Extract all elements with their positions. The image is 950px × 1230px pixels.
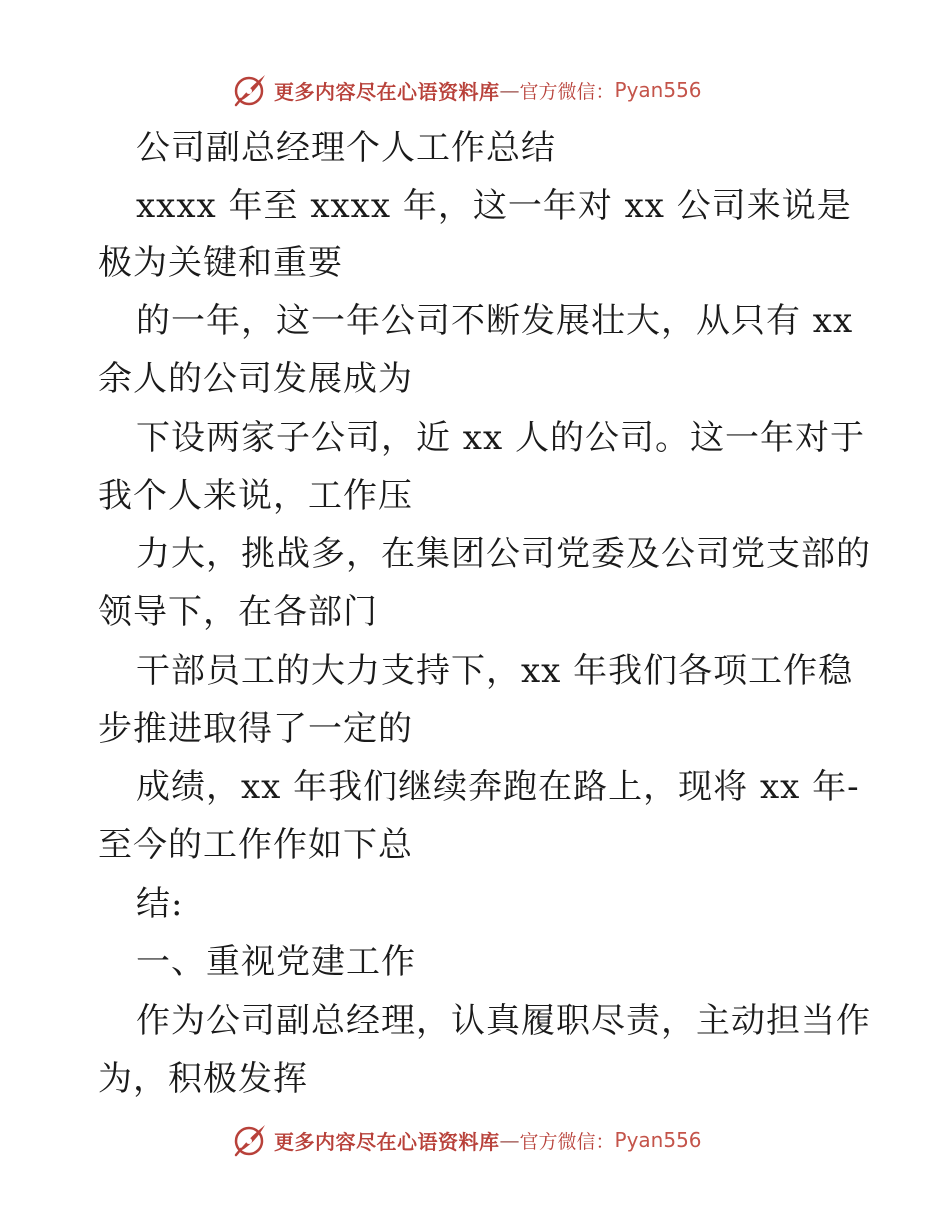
header-banner bbox=[232, 70, 702, 110]
banner-wechat-id: Pyan556 bbox=[614, 1128, 702, 1152]
quill-pen-emblem-icon bbox=[232, 1122, 268, 1158]
text-line: 至今的工作作如下总 bbox=[98, 825, 413, 865]
text-line: 余人的公司发展成为 bbox=[98, 359, 413, 399]
text-line: 下设两家子公司，近 xx 人的公司。这一年对于 bbox=[136, 418, 865, 458]
text-line: 力大，挑战多，在集团公司党委及公司党支部的 bbox=[136, 534, 871, 574]
text-line: 我个人来说，工作压 bbox=[98, 476, 413, 516]
banner-wechat-label: 官方微信： bbox=[519, 80, 615, 103]
text-line: 成绩，xx 年我们继续奔跑在路上，现将 xx 年- bbox=[136, 767, 860, 807]
text-line: xxxx 年至 xxxx 年，这一年对 xx 公司来说是 bbox=[136, 186, 852, 226]
text-line: 作为公司副总经理，认真履职尽责，主动担当作 bbox=[136, 1001, 871, 1041]
text-line: 领导下，在各部门 bbox=[98, 592, 378, 632]
banner-main-text: 更多内容尽在心语资料库 bbox=[274, 1129, 500, 1154]
text-line: 的一年，这一年公司不断发展壮大，从只有 xx bbox=[136, 301, 854, 341]
banner-separator: — bbox=[499, 78, 520, 102]
quill-pen-emblem-icon bbox=[232, 72, 268, 108]
banner-main-text: 更多内容尽在心语资料库 bbox=[274, 79, 500, 104]
section-heading: 一、重视党建工作 bbox=[136, 942, 416, 982]
text-line: 为，积极发挥 bbox=[98, 1059, 308, 1099]
footer-banner bbox=[232, 1120, 702, 1160]
document-title: 公司副总经理个人工作总结 bbox=[136, 128, 556, 168]
banner-separator: — bbox=[499, 1128, 520, 1152]
text-line: 步推进取得了一定的 bbox=[98, 709, 413, 749]
banner-wechat-label: 官方微信： bbox=[519, 1130, 615, 1153]
text-line: 结: bbox=[136, 884, 184, 924]
text-line: 极为关键和重要 bbox=[98, 243, 343, 283]
banner-wechat-id: Pyan556 bbox=[614, 78, 702, 102]
text-line: 干部员工的大力支持下，xx 年我们各项工作稳 bbox=[136, 651, 854, 691]
